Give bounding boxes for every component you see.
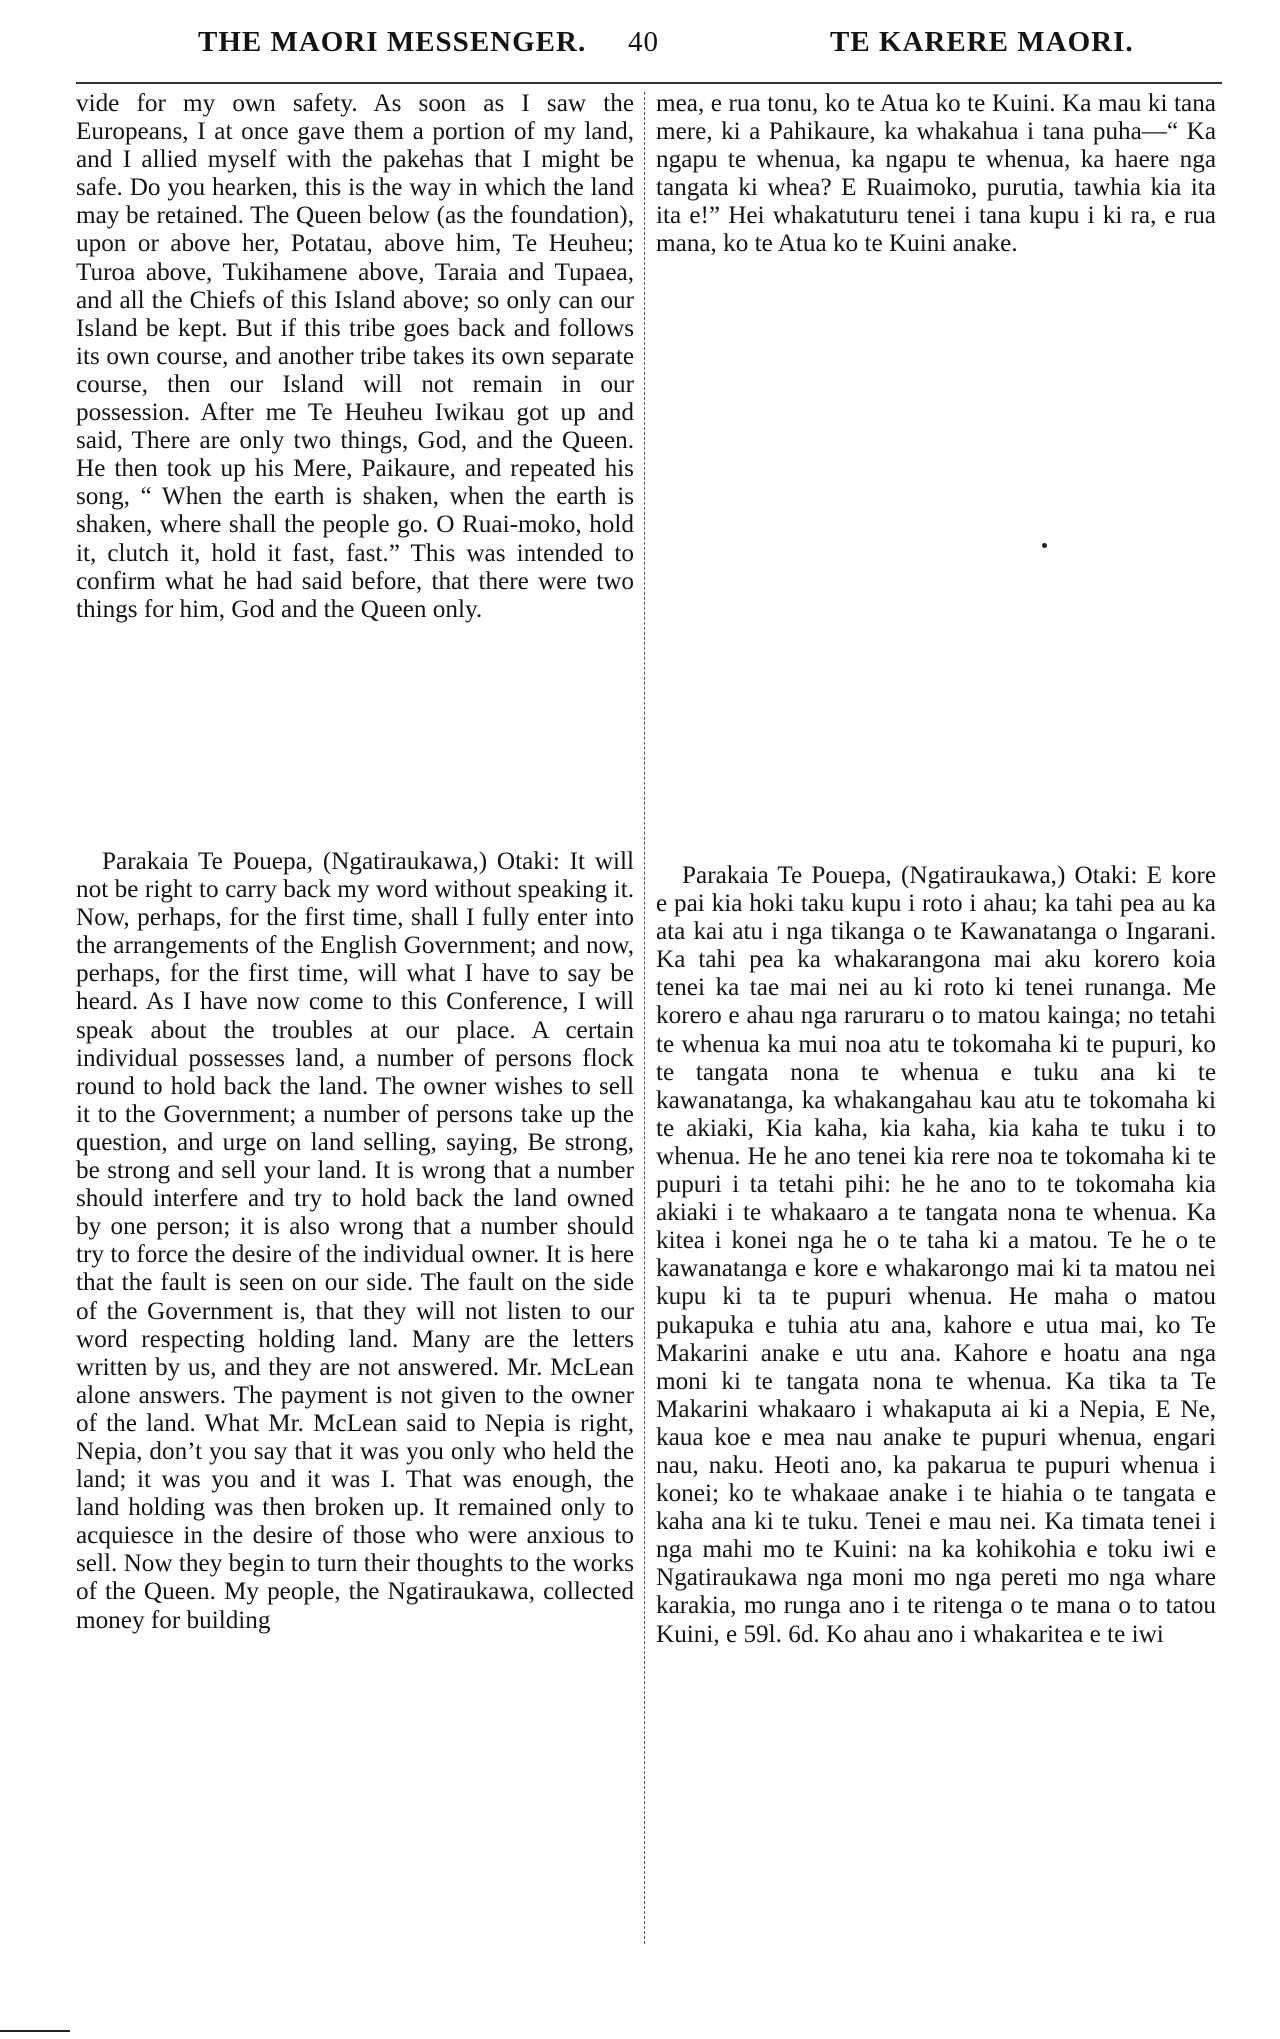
maori-title: TE KARERE MAORI. [830,26,1134,58]
english-column-bottom [76,848,634,1635]
english-paragraph-1: vide for my own safety. As soon as I saw the Europeans, I at once gave them a portion of my land, and I allied myself with the pakehas that I might be safe. Do you hearken, this is the way in which the land may be retained. The Queen below (as the foundation), upon or above her, Potatau, above him, Te Heuheu; Turoa above, Tukihamene above, Taraia and Tupaea, and all the Chiefs of this Island above; so only can our Island be kept. But if this tribe goes back and follows its own course, and another tribe takes its own separate course, then our Island will not remain in our possession. After me Te Heuheu Iwikau got up and said, There are only two things, God, and the Queen. He then took up his Mere, Paikaure, and repeated his song, “ When the earth is shaken, when the earth is shaken, where shall the people go. O Ruai-moko, hold it, clutch it, hold it fast, fast.” This was intended to confirm what he had said before, that there were two things for him, God and the Queen only. [76,90,634,623]
maori-column-top [656,90,1216,259]
maori-column-bottom [656,862,1216,1649]
maori-paragraph-2: Parakaia Te Pouepa, (Ngatiraukawa,) Otaki: E kore e pai kia hoki taku kupu i roto i ahau; ka tahi pea au ka ata kai atu i nga tikanga o te Kawanatanga o Ingarani. Ka tahi pea ka whakarangona mai aku korero koia tenei ka tae mai nei au ki roto ki tenei runanga. Me korero e ahau nga raruraru o to matou kainga; no tetahi te whenua ka mui noa atu te tokomaha ki te pupuri, ko te tangata nona te whenua e tuku ana ki te kawanatanga, ka whakangahau kau atu te tokomaha ki te akiaki, Kia kaha, kia kaha, kia kaha te tuku i to whenua. He he ano tenei kia rere noa te tokomaha ki te pupuri i ta tetahi pihi: he he ano to te tokomaha kia akiaki i te whakaaro a te tangata nona te whenua. Ka kitea i konei nga he o te taha ki a matou. Te he o te kawanatanga e kore e whakarongo mai ki ta matou nei kupu ki ta te pupuri whenua. He maha o matou pukapuka e tuhia atu ana, kahore e utua mai, ko Te Makarini anake e utu ana. Kahore e hoatu ana nga moni ki te tangata nona te whenua. Ka tika ta Te Makarini whakaaro i whakaputa ai ki a Nepia, E Ne, kaua koe e mea nau anake te pupuri whenua, engari nau, naku. Heoti ano, ka pakarua te pupuri whenua i konei; ko te whakaae anake i te hiahia o te tangata e kaha ana ki te tuku. Tenei e mau nei. Ka timata tenei i nga mahi mo te Kuini: na ka kohikohia e toku iwi e Ngatiraukawa nga moni mo nga pereti mo nga whare karakia, mo runga ano i te ritenga o te mana o to tatou Kuini, e 59l. 6d. Ko ahau ano i whakaritea e te iwi [656,862,1216,1648]
page-number: 40 [628,26,659,58]
footer-rule [0,2030,70,2032]
header-rule [76,82,1222,84]
column-divider [644,92,645,1944]
print-mark [1042,543,1047,548]
page-header [0,26,1280,66]
english-column-top [76,90,634,624]
english-paragraph-2: Parakaia Te Pouepa, (Ngatiraukawa,) Otaki: It will not be right to carry back my word without speaking it. Now, perhaps, for the first time, shall I fully enter into the arrangements of the English Government; and now, perhaps, for the first time, will what I have to say be heard. As I have now come to this Conference, I will speak about the troubles at our place. A certain individual possesses land, a number of persons flock round to hold back the land. The owner wishes to sell it to the Government; a number of persons take up the question, and urge on land selling, saying, Be strong, be strong and sell your land. It is wrong that a number should interfere and try to hold back the land owned by one person; it is also wrong that a number should try to force the desire of the individual owner. It is here that the fault is seen on our side. The fault on the side of the Government is, that they will not listen to our word respecting holding land. Many are the letters written by us, and they are not answered. Mr. McLean alone answers. The payment is not given to the owner of the land. What Mr. McLean said to Nepia is right, Nepia, don’t you say that it was you only who held the land; it was you and it was I. That was enough, the land holding was then broken up. It remained only to acquiesce in the desire of those who were anxious to sell. Now they begin to turn their thoughts to the works of the Queen. My people, the Ngatiraukawa, collected money for building [76,848,634,1634]
english-title: THE MAORI MESSENGER. [198,26,587,58]
maori-paragraph-1: mea, e rua tonu, ko te Atua ko te Kuini. Ka mau ki tana mere, ki a Pahikaure, ka whakahua i tana puha—“ Ka ngapu te whenua, ka ngapu te whenua, ka haere nga tangata ki whea? E Ruaimoko, purutia, tawhia kia ita ita e!” Hei whakatuturu tenei i tana kupu i ki ra, e rua mana, ko te Atua ko te Kuini anake. [656,90,1216,258]
